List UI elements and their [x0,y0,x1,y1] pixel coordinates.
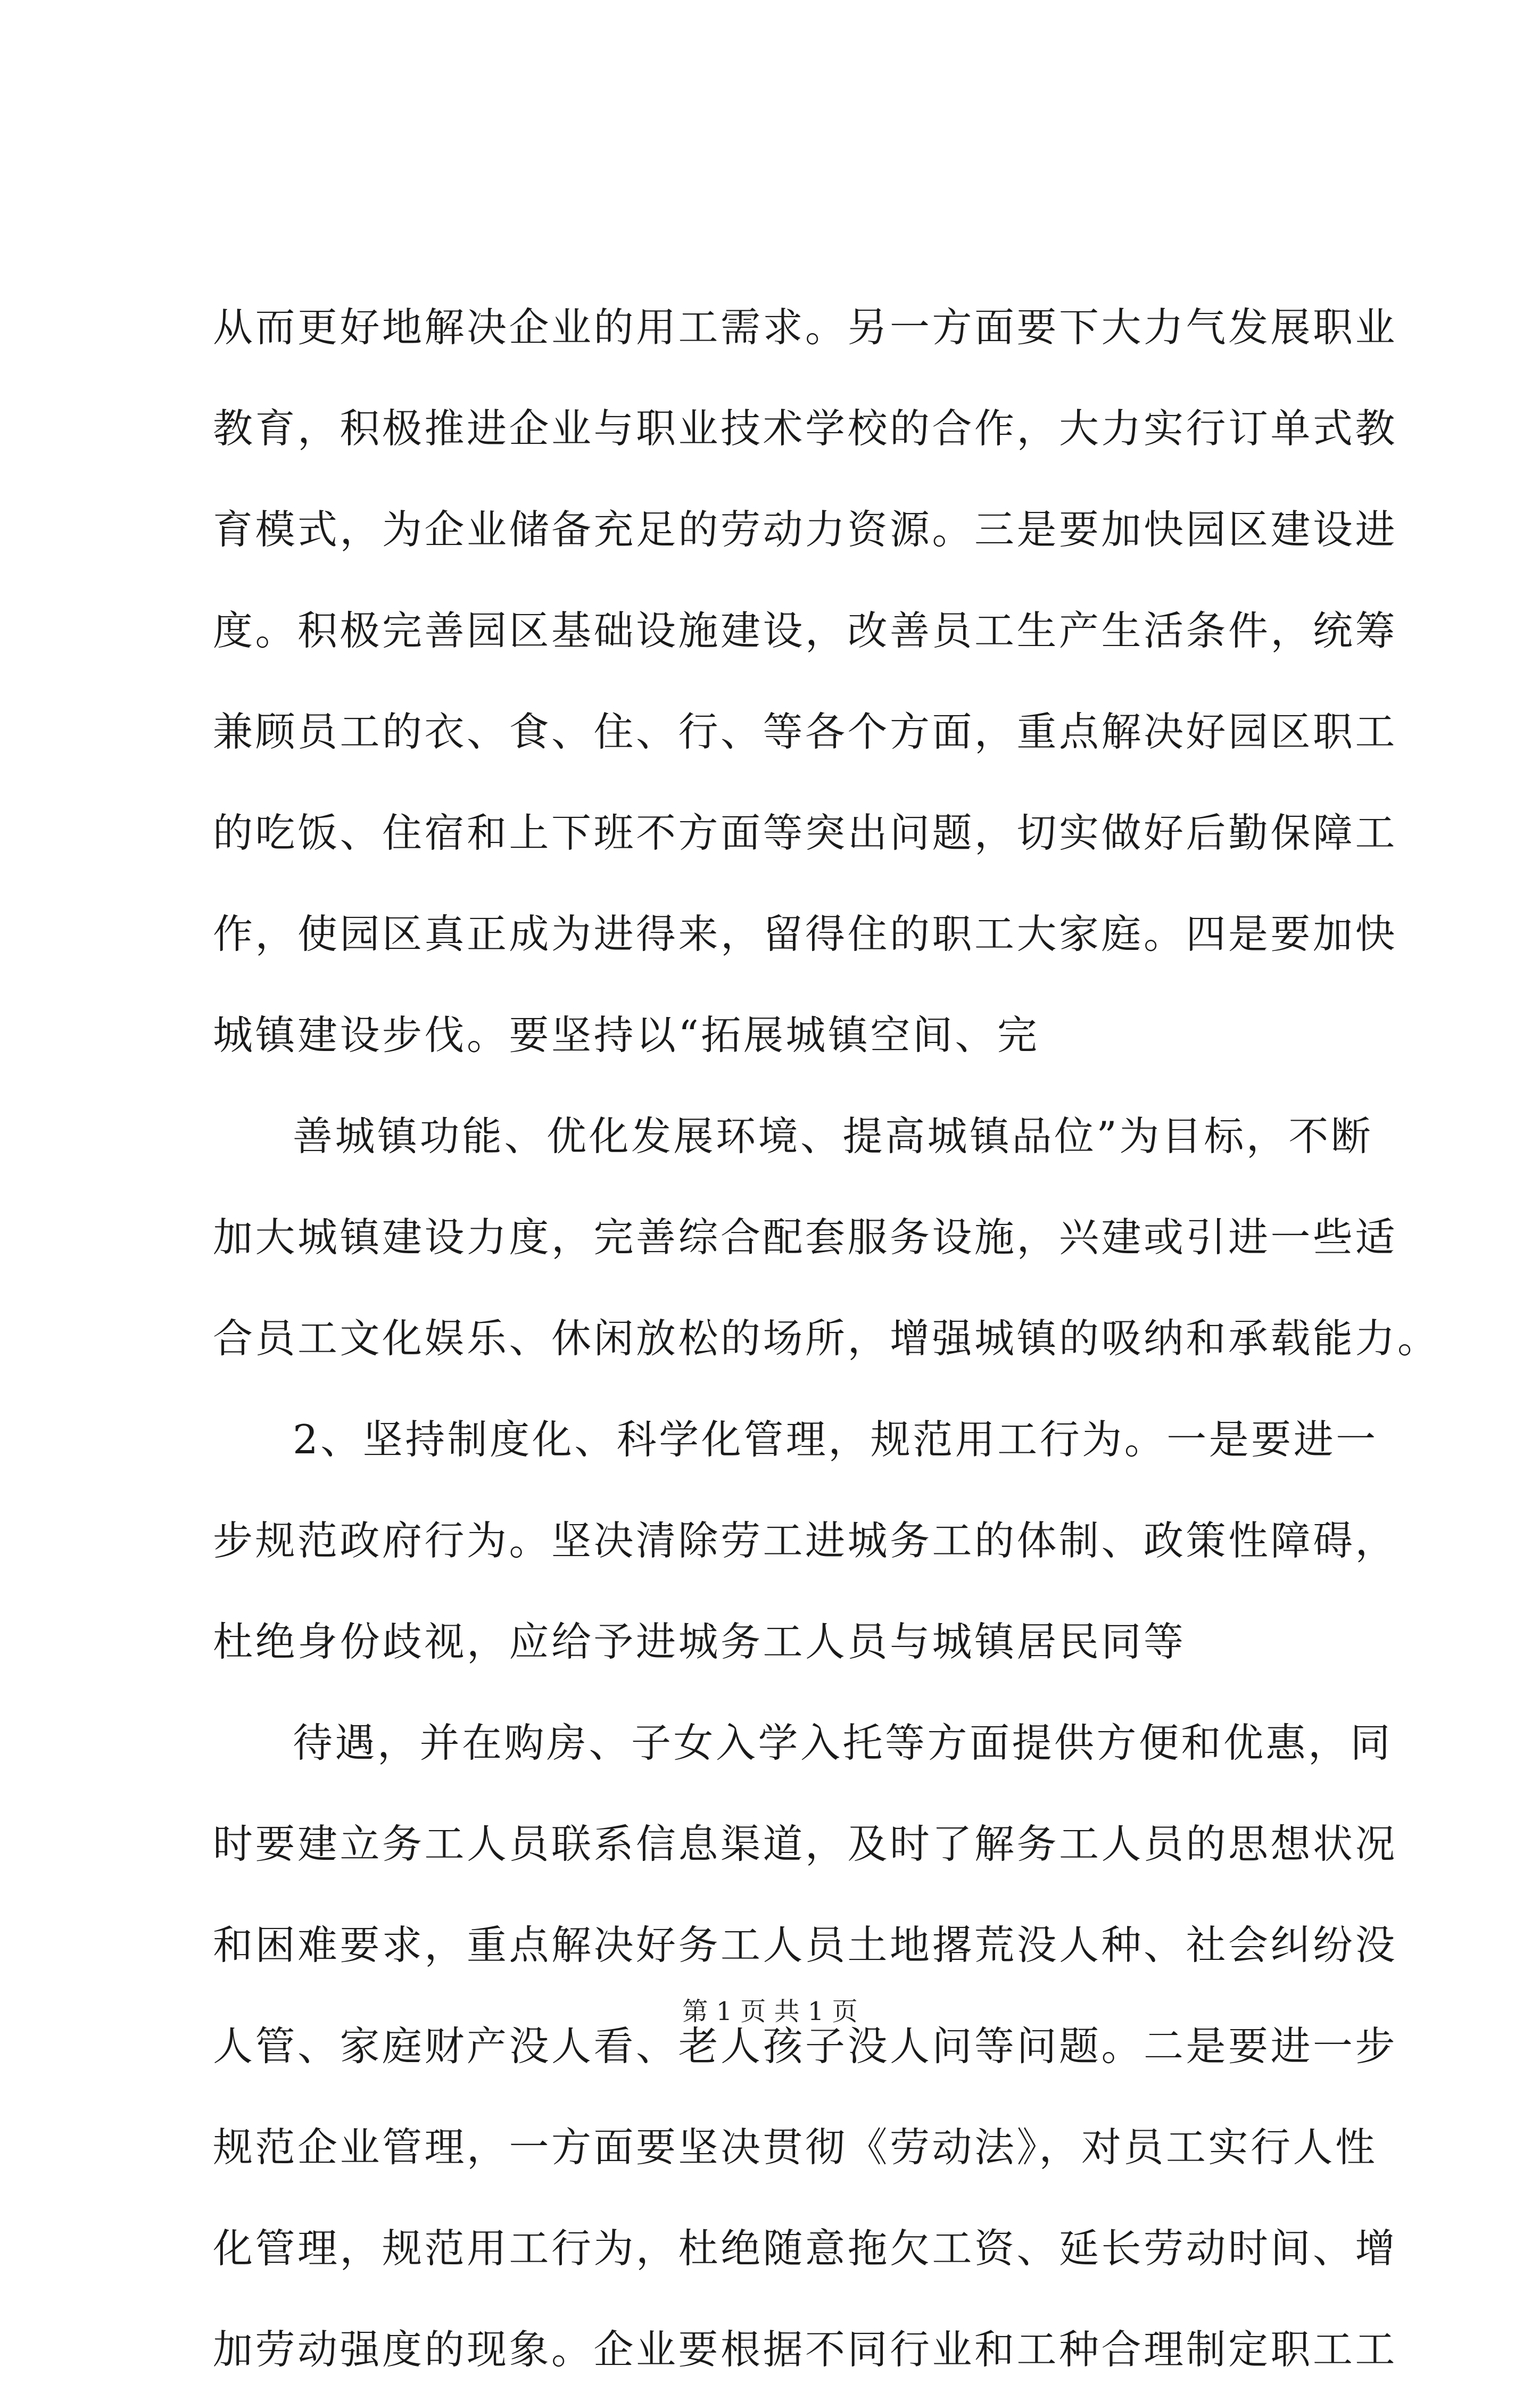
document-body [213,277,1440,2400]
text-line: 待遇，并在购房、子女入学入托等方面提供方便和优惠，同 [293,1719,1393,1766]
page-footer: 第 1 页 共 1 页 [682,1997,858,2026]
text-line: 化管理，规范用工行为，杜绝随意拖欠工资、延长劳动时间、增 [213,2225,1398,2272]
text-line: 规范企业管理，一方面要坚决贯彻《劳动法》，对员工实行人性 [213,2124,1378,2171]
text-line: 教育，积极推进企业与职业技术学校的合作，大力实行订单式教 [213,405,1398,452]
text-line: 合员工文化娱乐、休闲放松的场所，增强城镇的吸纳和承载能力。 [213,1315,1440,1362]
text-line: 育模式，为企业储备充足的劳动力资源。三是要加快园区建设进 [213,506,1398,553]
text-line: 步规范政府行为。坚决清除劳工进城务工的体制、政策性障碍， [213,1517,1398,1564]
paragraph [213,1086,1440,1389]
text-line: 加劳动强度的现象。企业要根据不同行业和工种合理制定职工工 [213,2326,1398,2373]
text-line: 加大城镇建设力度，完善综合配套服务设施，兴建或引进一些适 [213,1214,1398,1261]
text-line: 兼顾员工的衣、食、住、行、等各个方面，重点解决好园区职工 [213,708,1398,755]
paragraph [213,1692,1398,2400]
text-line: 杜绝身份歧视，应给予进城务工人员与城镇居民同等 [213,1618,1186,1665]
text-line: 从而更好地解决企业的用工需求。另一方面要下大力气发展职业 [213,304,1398,351]
text-line: 2、坚持制度化、科学化管理，规范用工行为。一是要进一 [293,1416,1378,1463]
paragraph [213,277,1398,1086]
text-line: 人管、家庭财产没人看、老人孩子没人问等问题。二是要进一步 [213,2023,1398,2070]
text-line: 的吃饭、住宿和上下班不方面等突出问题，切实做好后勤保障工 [213,809,1398,856]
text-line: 度。积极完善园区基础设施建设，改善员工生产生活条件，统筹 [213,607,1398,654]
text-line: 作，使园区真正成为进得来，留得住的职工大家庭。四是要加快 [213,911,1398,957]
paragraph [213,1389,1398,1692]
text-line: 和困难要求，重点解决好务工人员土地撂荒没人种、社会纠纷没 [213,1922,1398,1968]
text-line: 善城镇功能、优化发展环境、提高城镇品位”为目标，不断 [293,1113,1373,1160]
text-line: 城镇建设步伐。要坚持以“拓展城镇空间、完 [213,1012,1040,1058]
text-line: 时要建立务工人员联系信息渠道，及时了解务工人员的思想状况 [213,1820,1398,1867]
